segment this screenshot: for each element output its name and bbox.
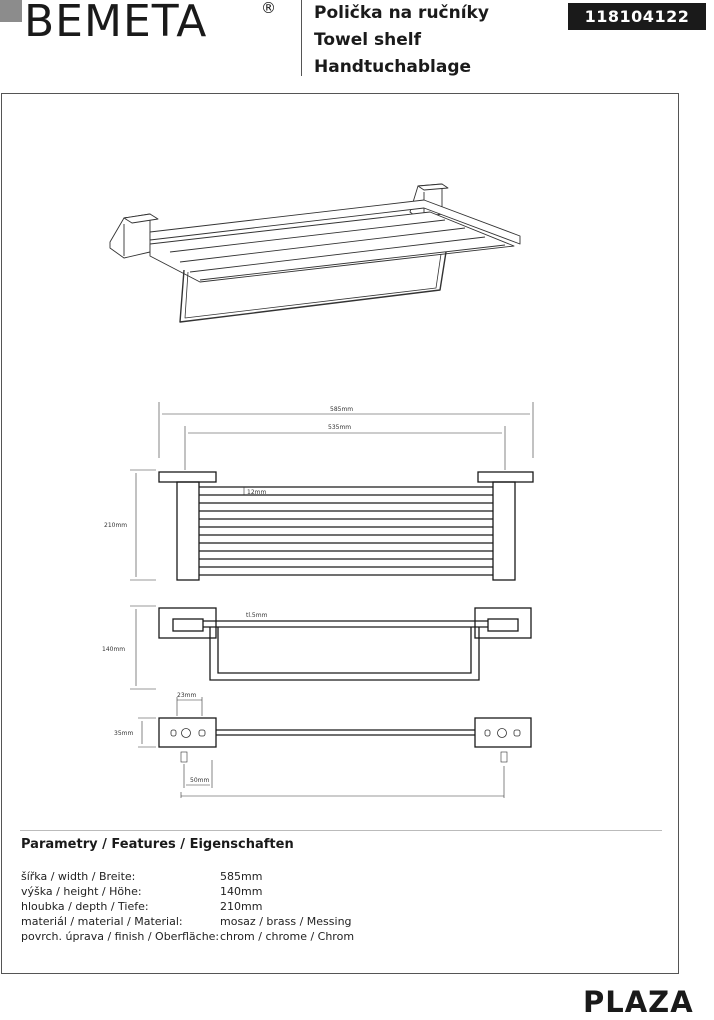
feature-row bbox=[21, 884, 354, 899]
registered-mark: ® bbox=[261, 0, 276, 17]
feature-row bbox=[21, 929, 354, 944]
feature-label: povrch. úprava / finish / Oberfläche: bbox=[21, 930, 220, 943]
dim-535: 535mm bbox=[328, 424, 352, 431]
dim-35: 35mm bbox=[114, 730, 134, 737]
features-table bbox=[21, 869, 354, 944]
feature-value: 140mm bbox=[220, 885, 263, 898]
feature-label: hloubka / depth / Tiefe: bbox=[21, 900, 149, 913]
dimension-height-front bbox=[130, 606, 156, 689]
dim-50: 50mm bbox=[190, 777, 210, 784]
feature-value: mosaz / brass / Messing bbox=[220, 915, 352, 928]
side-view bbox=[159, 472, 533, 580]
feature-row bbox=[21, 869, 354, 884]
feature-row bbox=[21, 899, 354, 914]
features-title: Parametry / Features / Eigenschaften bbox=[21, 837, 294, 852]
feature-value: 210mm bbox=[220, 900, 263, 913]
feature-label: šířka / width / Breite: bbox=[21, 870, 136, 883]
series-name: PLAZA bbox=[583, 985, 694, 1019]
product-code: 118104122 bbox=[568, 3, 706, 30]
title-german: Handtuchablage bbox=[314, 57, 472, 77]
dim-585: 585mm bbox=[330, 406, 354, 413]
feature-label: výška / height / Höhe: bbox=[21, 885, 142, 898]
feature-label: materiál / material / Material: bbox=[21, 915, 183, 928]
feature-row bbox=[21, 914, 354, 929]
front-view bbox=[159, 608, 531, 680]
title-english: Towel shelf bbox=[314, 30, 421, 50]
dim-23: 23mm bbox=[177, 692, 197, 699]
top-view bbox=[159, 718, 531, 747]
brand-logo: BEMETA bbox=[24, 0, 208, 47]
dim-140: 140mm bbox=[102, 646, 126, 653]
dim-210: 210mm bbox=[104, 522, 128, 529]
product-perspective-image bbox=[110, 184, 520, 322]
dim-12: 12mm bbox=[247, 489, 267, 496]
feature-value: 585mm bbox=[220, 870, 263, 883]
feature-value: chrom / chrome / Chrom bbox=[220, 930, 355, 943]
features-separator bbox=[20, 830, 662, 831]
title-czech: Polička na ručníky bbox=[314, 3, 489, 23]
dim-thickness: tl.5mm bbox=[246, 612, 268, 619]
